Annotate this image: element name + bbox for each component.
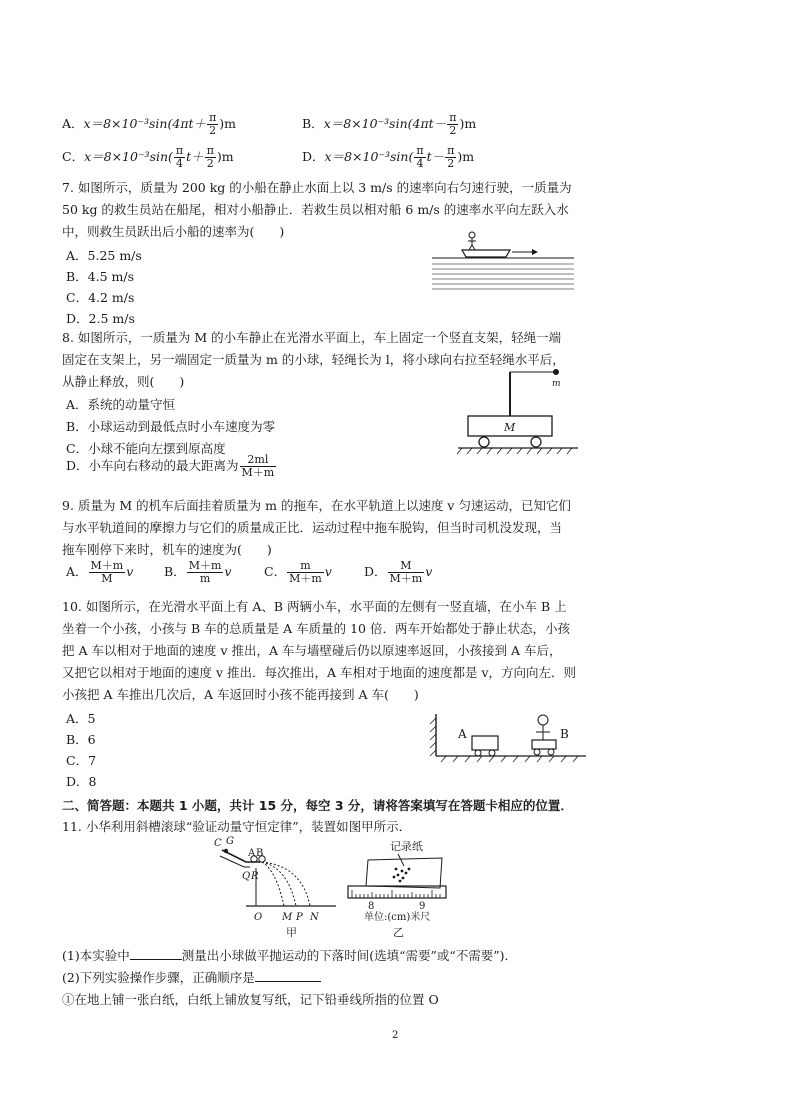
label-p: P <box>296 912 303 923</box>
q9-line-1: 9. 质量为 M 的机车后面挂着质量为 m 的拖车，在水平轨道上以速度 v 匀速运动，已知它们 <box>62 498 571 513</box>
q8-line-3: 从静止释放，则( ) <box>62 374 185 389</box>
label-c: C <box>214 838 222 849</box>
label-o: O <box>254 912 263 923</box>
record-paper-label: 记录纸 <box>390 840 423 853</box>
answer-blank-1 <box>130 947 182 960</box>
label-a: A <box>248 848 256 859</box>
q7-line-1: 7. 如图所示，质量为 200 kg 的小船在静止水面上以 3 m/s 的速率向右匀速行驶，一质量为 <box>62 180 572 195</box>
q7-option-a: A．5.25 m/s <box>66 248 142 263</box>
q10-line-4: 又把它以相对于地面的速度 v 推出．每次推出，A 车相对于地面的速度都是 v，方向向左．则 <box>62 665 577 680</box>
label-g: G <box>226 836 234 847</box>
ruler-tick-8: 8 <box>368 901 375 912</box>
q9-line-2: 与水平轨道间的摩擦力与它们的质量成正比．运动过程中拖车脱钩，但当时司机没发现，当 <box>62 520 563 535</box>
q10-carts-figure <box>426 708 590 764</box>
q10-option-b: B．6 <box>66 732 96 747</box>
q10-option-a: A．5 <box>66 711 96 726</box>
q8-option-c: C．小球不能向左摆到原高度 <box>66 441 226 456</box>
q11-sub-1: (1)本实验中 测量出小球做平抛运动的下落时间(选填“需要”或“不需要”)． <box>62 948 518 963</box>
figure-yi-caption: 乙 <box>393 926 404 939</box>
q8-option-d: D．小车向右移动的最大距离为 $\frac{2ml}{M+m}$ <box>66 453 275 479</box>
ball-label: m <box>552 379 561 389</box>
q6-option-d: D．x＝8×10⁻³sin( $\frac{\pi}{4}$ t－ $\frac{\pi}{2}$ )m <box>302 144 475 170</box>
label-q: Q <box>242 871 251 882</box>
ruler-unit-label: 单位:(cm)米尺 <box>364 912 431 922</box>
q10-line-2: 坐着一个小孩，小孩与 B 车的总质量是 A 车质量的 10 倍．两车开始都处于静止状态，小孩 <box>62 621 570 636</box>
page-number: 2 <box>392 1030 399 1041</box>
q7-option-d: D．2.5 m/s <box>66 311 135 326</box>
cart-a-label: A <box>458 727 467 741</box>
label-m: M <box>282 912 293 923</box>
q10-line-5: 小孩把 A 车推出几次后，A 车返回时小孩不能再接到 A 车( ) <box>62 687 419 702</box>
q10-option-d: D．8 <box>66 774 97 789</box>
q10-line-1: 10. 如图所示，在光滑水平面上有 A、B 两辆小车，水平面的左侧有一竖直墙，在小车 B 上 <box>62 599 567 614</box>
q6-option-a: A．x＝8×10⁻³sin(4πt＋ $\frac{\pi}{2}$ )m <box>62 111 237 137</box>
label-r: R <box>251 871 259 882</box>
cart-b-label: B <box>560 727 569 741</box>
q7-line-2: 50 kg 的救生员站在船尾，相对小船静止．若救生员以相对船 6 m/s 的速率水平向左跃入水 <box>62 202 569 217</box>
q7-option-b: B．4.5 m/s <box>66 269 135 284</box>
q8-option-b: B．小球运动到最低点时小车速度为零 <box>66 419 276 434</box>
label-b: B <box>256 848 264 859</box>
q11-sub-2: (2)下列实验操作步骤，正确顺序是 <box>62 968 321 986</box>
q9-option-d: D． $\frac{M}{M+m}$ v <box>364 559 433 585</box>
figure-jia-caption: 甲 <box>286 926 297 939</box>
section-heading: 二、简答题：本题共 1 小题，共计 15 分，每空 3 分，请将答案填写在答题卡相应的位置． <box>62 798 573 813</box>
q6-option-c: C．x＝8×10⁻³sin( $\frac{\pi}{4}$ t＋ $\frac{\pi}{2}$ )m <box>62 144 234 170</box>
cart-label: M <box>504 421 516 434</box>
q9-option-a: A． $\frac{M+m}{M}$ v <box>66 559 134 585</box>
q11-line-1: 11. 小华利用斜槽滚球“验证动量守恒定律”，装置如图甲所示． <box>62 819 412 834</box>
q6-option-b: B．x＝8×10⁻³sin(4πt－ $\frac{\pi}{2}$ )m <box>302 111 477 137</box>
q8-option-a: A．系统的动量守恒 <box>66 397 176 412</box>
q10-option-c: C．7 <box>66 753 97 768</box>
q9-option-b: B． $\frac{M+m}{m}$ v <box>164 559 232 585</box>
q8-line-2: 固定在支架上，另一端固定一质量为 m 的小球，轻绳长为 l，将小球向右拉至轻绳水平后， <box>62 352 565 367</box>
q10-line-3: 把 A 车以相对于地面的速度 v 推出，A 车与墙壁碰后仍以原速率返回，小孩接到 A 车后， <box>62 643 562 658</box>
answer-blank-2 <box>255 969 321 982</box>
q11-figure-jia <box>210 834 338 926</box>
label-n: N <box>310 912 319 923</box>
q7-line-3: 中，则救生员跃出后小船的速率为( ) <box>62 224 285 239</box>
q7-option-c: C．4.2 m/s <box>66 290 135 305</box>
ruler-tick-9: 9 <box>419 901 426 912</box>
q9-option-c: C． $\frac{m}{M+m}$ v <box>264 559 332 585</box>
q7-boat-figure <box>428 228 576 292</box>
q9-line-3: 拖车刚停下来时，机车的速度为( ) <box>62 542 272 557</box>
q11-step-1: ①在地上铺一张白纸，白纸上铺放复写纸，记下铅垂线所指的位置 O <box>62 992 439 1007</box>
q11-figure-yi <box>342 836 450 922</box>
q8-cart-figure <box>454 362 584 462</box>
q8-line-1: 8. 如图所示，一质量为 M 的小车静止在光滑水平面上，车上固定一个竖直支架，轻绳一端 <box>62 330 562 345</box>
